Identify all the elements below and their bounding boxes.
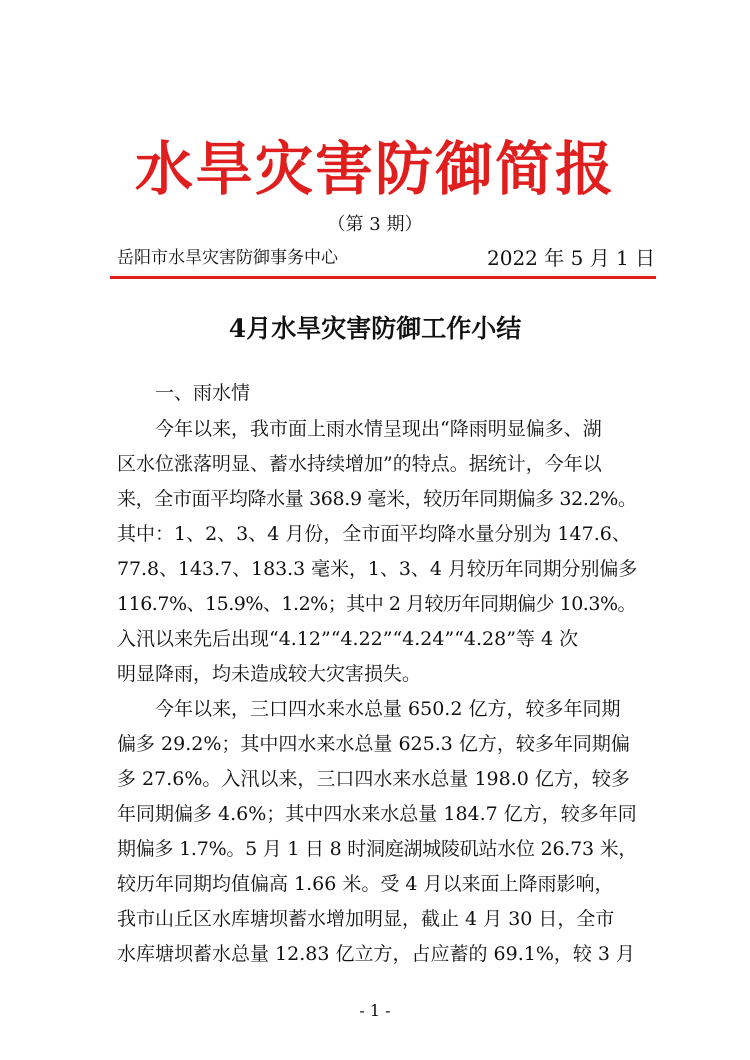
paragraph-line: 116.7%、15.9%、1.2%；其中 2 月较历年同期偏少 10.3%。 (117, 593, 637, 615)
masthead-title: 水旱灾害防御简报 (134, 135, 615, 203)
paragraph-line: 77.8、143.7、183.3 毫米，1、3、4 月较历年同期分别偏多 (117, 558, 638, 580)
paragraph-line: 来，全市面平均降水量 368.9 毫米，较历年同期偏多 32.2%。 (117, 488, 637, 510)
issue-date: 2022 年 5 月 1 日 (487, 246, 656, 270)
paragraph-line: 水库塘坝蓄水总量 12.83 亿立方，占应蓄的 69.1%，较 3 月 (117, 943, 636, 965)
section-heading: 一、雨水情 (155, 382, 251, 404)
page-number: - 1 - (359, 1001, 391, 1020)
paragraph-line: 我市山丘区水库塘坝蓄水增加明显，截止 4 月 30 日，全市 (117, 908, 615, 930)
paragraph-line: 今年以来，我市面上雨水情呈现出“降雨明显偏多、湖 (155, 418, 602, 440)
paragraph-line: 偏多 29.2%；其中四水来水总量 625.3 亿方，较多年同期偏 (117, 733, 630, 755)
masthead-red-rule (110, 276, 656, 279)
paragraph-line: 多 27.6%。入汛以来，三口四水来水总量 198.0 亿方，较多 (117, 768, 630, 790)
paragraph-line: 明显降雨，均未造成较大灾害损失。 (117, 663, 422, 685)
paragraph-line: 入汛以来先后出现“4.12”“4.22”“4.24”“4.28”等 4 次 (117, 628, 579, 650)
issuing-organization: 岳阳市水旱灾害防御事务中心 (117, 248, 338, 268)
paragraph-line: 期偏多 1.7%。5 月 1 日 8 时洞庭湖城陵矶站水位 26.73 米， (117, 838, 638, 860)
document-title: 4月水旱灾害防御工作小结 (228, 314, 522, 343)
paragraph-line: 较历年同期均值偏高 1.66 米。受 4 月以来面上降雨影响， (117, 873, 614, 895)
paragraph-line: 年同期偏多 4.6%；其中四水来水总量 184.7 亿方，较多年同 (117, 803, 637, 825)
paragraph-line: 区水位涨落明显、蓄水持续增加”的特点。据统计，今年以 (117, 453, 602, 475)
issue-number: （第 3 期） (327, 214, 423, 235)
paragraph-line: 其中：1、2、3、4 月份，全市面平均降水量分别为 147.6、 (117, 523, 631, 545)
paragraph-line: 今年以来，三口四水来水总量 650.2 亿方，较多年同期 (155, 698, 621, 720)
